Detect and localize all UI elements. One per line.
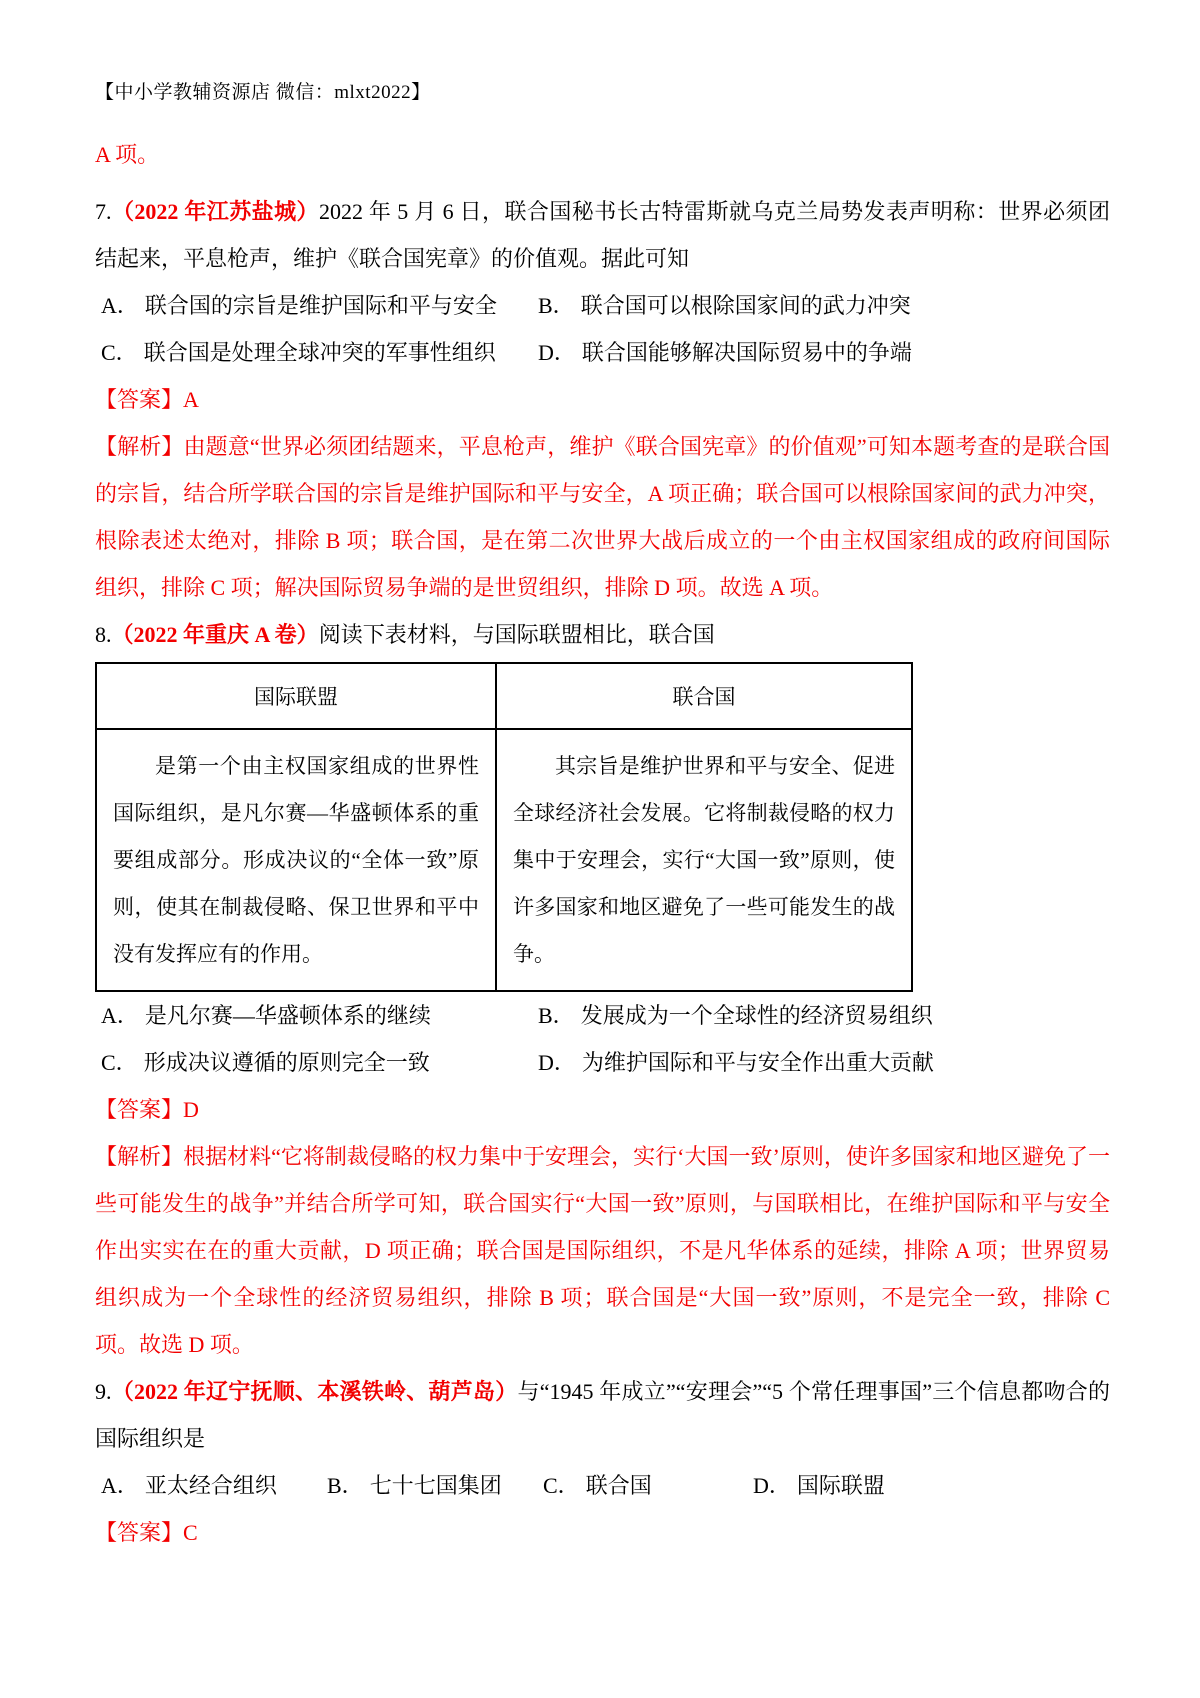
question-8-stem-text: 阅读下表材料，与国际联盟相比，联合国: [318, 622, 715, 647]
option-8-d-label: D．: [538, 1050, 576, 1075]
option-7-d-text: 联合国能够解决国际贸易中的争端: [581, 340, 912, 365]
table-header-united-nations: 联合国: [496, 663, 912, 729]
question-7-stem-text: 2022 年 5 月 6 日，联合国秘书长古特雷斯就乌克兰局势发表声明称：世界必须团结起来，平息枪声，维护《联合国宪章》的价值观。据此可知: [95, 199, 1110, 271]
option-7-b-label: B．: [538, 293, 575, 318]
table-cell-league-text: 是第一个由主权国家组成的世界性国际组织，是凡尔赛—华盛顿体系的重要组成部分。形成决议的“全体一致”原则，使其在制裁侵略、保卫世界和平中没有发挥应有的作用。: [113, 753, 479, 966]
option-7-b: [538, 282, 1110, 329]
option-9-a-text: 亚太经合组织: [144, 1473, 277, 1498]
option-9-b: [327, 1462, 543, 1509]
option-9-c-label: C．: [543, 1473, 580, 1498]
store-watermark-header: 【中小学教辅资源店 微信：mlxt2022】: [95, 82, 431, 103]
option-8-a-label: A．: [101, 1003, 139, 1028]
question-8-stem: [95, 611, 1110, 658]
option-7-a: [101, 282, 538, 329]
option-7-c-text: 联合国是处理全球冲突的军事性组织: [143, 340, 496, 365]
question-9-source: （2022 年辽宁抚顺、本溪铁岭、葫芦岛）: [111, 1379, 518, 1404]
question-8-analysis: 根据材料“它将制裁侵略的权力集中于安理会，实行‘大国一致’原则，使许多国家和地区避免了一些可能发生的战争”并结合所学可知，联合国实行“大国一致”原则，与国联相比，在维护国际和平与安全作出实实在在的重大贡献，D 项正确；联合国是国际组织，不是凡华体系的延续，排除 A 项；世界贸易组织成为一个全球性的经济贸易组织，排除 B 项；联合国是“大国一致”原则，不是完全一致，排除 C 项。故选 D 项。: [95, 1144, 1110, 1357]
option-9-d-label: D．: [753, 1473, 791, 1498]
answer-label: 【答案】: [95, 387, 184, 412]
option-9-a: [101, 1462, 327, 1509]
carryover-answer-text: A 项。: [95, 142, 160, 167]
question-9-answer: C: [183, 1520, 198, 1545]
question-8: [95, 611, 1110, 1368]
option-8-c: [101, 1039, 538, 1086]
analysis-label: 【解析】: [95, 1144, 184, 1169]
question-9-options: [95, 1462, 1110, 1509]
question-7-answer: A: [183, 387, 199, 412]
option-8-c-label: C．: [101, 1050, 138, 1075]
question-7-analysis-line: [95, 423, 1110, 611]
option-9-d: [753, 1462, 885, 1509]
option-9-b-text: 七十七国集团: [369, 1473, 502, 1498]
question-8-analysis-line: [95, 1133, 1110, 1368]
table-cell-united-nations: [496, 729, 912, 991]
option-8-b: [538, 992, 1110, 1039]
table-header-league-of-nations: 国际联盟: [96, 663, 496, 729]
option-9-c: [543, 1462, 753, 1509]
question-8-number: 8.: [95, 622, 112, 647]
option-9-d-text: 国际联盟: [796, 1473, 885, 1498]
question-8-answer-line: [95, 1086, 1110, 1133]
option-7-c: [101, 329, 538, 376]
comparison-table: [95, 662, 913, 992]
question-8-options: [95, 992, 1110, 1086]
comparison-table-body-row: [96, 729, 912, 991]
option-8-d: [538, 1039, 1110, 1086]
option-8-b-label: B．: [538, 1003, 575, 1028]
question-7-stem: [95, 188, 1110, 282]
question-9-stem: [95, 1368, 1110, 1462]
question-7: [95, 188, 1110, 611]
table-cell-un-text: 其宗旨是维护世界和平与安全、促进全球经济社会发展。它将制裁侵略的权力集中于安理会，实行“大国一致”原则，使许多国家和地区避免了一些可能发生的战争。: [513, 753, 895, 966]
option-7-a-text: 联合国的宗旨是维护国际和平与安全: [144, 293, 497, 318]
question-9-stem-text: 与“1945 年成立”“安理会”“5 个常任理事国”三个信息都吻合的国际组织是: [95, 1379, 1110, 1451]
analysis-label: 【解析】: [95, 434, 184, 459]
option-8-c-text: 形成决议遵循的原则完全一致: [143, 1050, 430, 1075]
question-9-number: 9.: [95, 1379, 112, 1404]
option-8-a: [101, 992, 538, 1039]
question-9: [95, 1368, 1110, 1556]
option-9-b-label: B．: [327, 1473, 364, 1498]
table-cell-league-of-nations: [96, 729, 496, 991]
option-8-a-text: 是凡尔赛—华盛顿体系的继续: [144, 1003, 431, 1028]
option-7-d: [538, 329, 1110, 376]
question-7-analysis: 由题意“世界必须团结题来，平息枪声，维护《联合国宪章》的价值观”可知本题考查的是联合国的宗旨，结合所学联合国的宗旨是维护国际和平与安全，A 项正确；联合国可以根除国家间的武力冲突，根除表述太绝对，排除 B 项；联合国，是在第二次世界大战后成立的一个由主权国家组成的政府间国际组织，排除 C 项；解决国际贸易争端的是世贸组织，排除 D 项。故选 A 项。: [95, 434, 1110, 600]
answer-label: 【答案】: [95, 1520, 184, 1545]
question-9-answer-line: [95, 1509, 1110, 1556]
option-7-b-text: 联合国可以根除国家间的武力冲突: [580, 293, 911, 318]
question-7-source: （2022 年江苏盐城）: [111, 199, 319, 224]
question-7-answer-line: [95, 376, 1110, 423]
option-7-c-label: C．: [101, 340, 138, 365]
option-9-c-text: 联合国: [585, 1473, 652, 1498]
question-7-number: 7.: [95, 199, 112, 224]
option-7-d-label: D．: [538, 340, 576, 365]
question-8-source: （2022 年重庆 A 卷）: [111, 622, 319, 647]
answer-label: 【答案】: [95, 1097, 184, 1122]
question-7-options: [95, 282, 1110, 376]
option-8-d-text: 为维护国际和平与安全作出重大贡献: [581, 1050, 934, 1075]
question-8-answer: D: [183, 1097, 199, 1122]
option-7-a-label: A．: [101, 293, 139, 318]
option-8-b-text: 发展成为一个全球性的经济贸易组织: [580, 1003, 933, 1028]
option-9-a-label: A．: [101, 1473, 139, 1498]
comparison-table-header-row: [96, 663, 912, 729]
